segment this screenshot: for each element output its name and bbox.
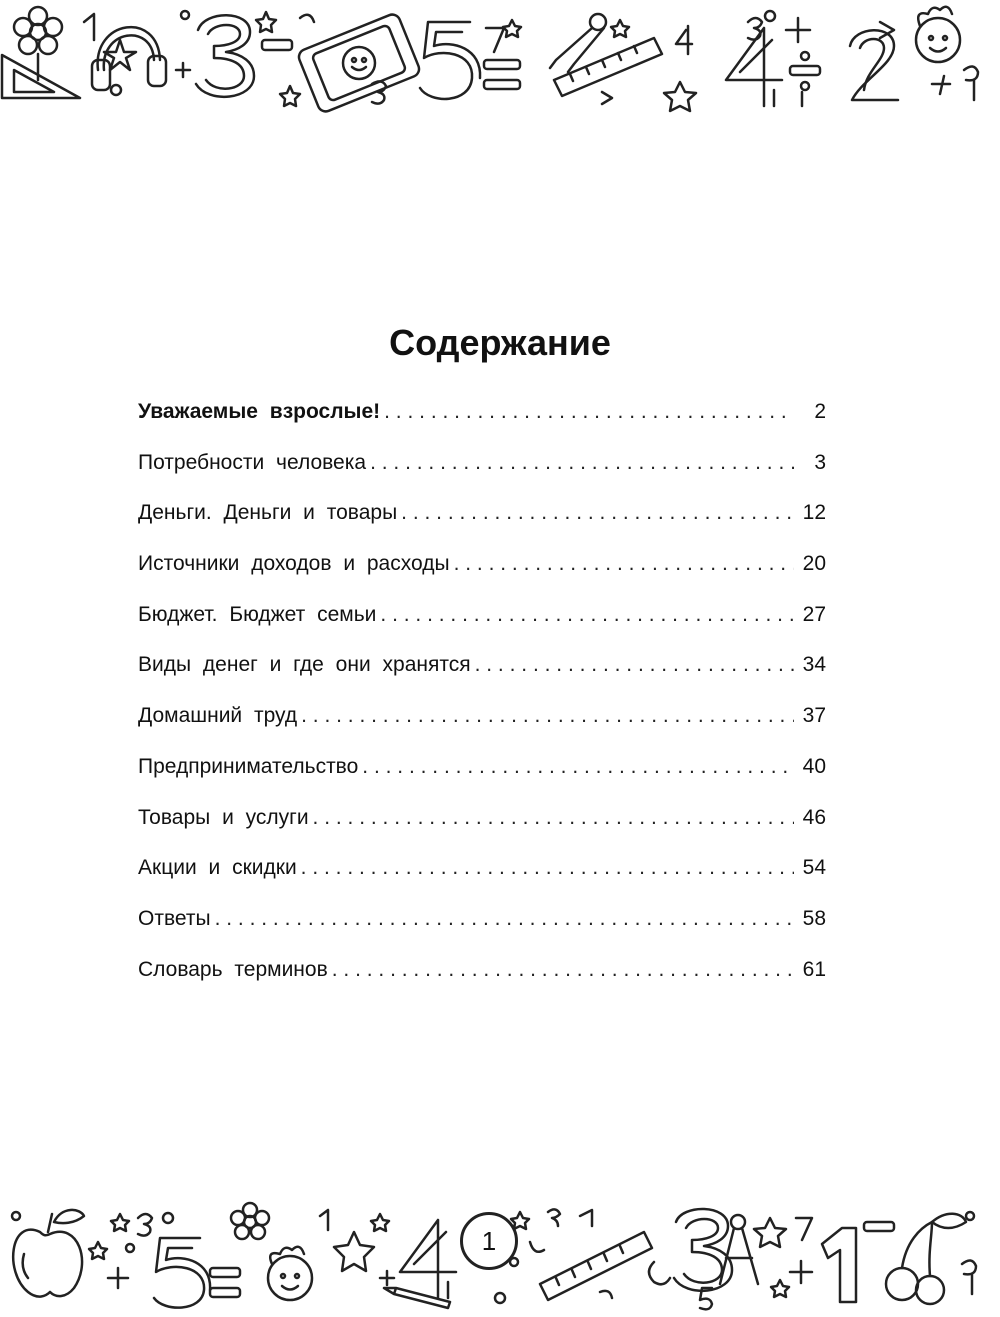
toc-entry[interactable] xyxy=(138,653,826,704)
toc-dot-leader xyxy=(332,958,794,982)
toc-dot-leader xyxy=(384,400,794,424)
toc-dot-leader xyxy=(370,451,794,475)
digit-3-icon xyxy=(196,15,254,97)
flower-icon xyxy=(231,1203,269,1239)
headphones-icon xyxy=(92,27,166,90)
compass-icon xyxy=(720,1215,758,1284)
toc-entry[interactable] xyxy=(138,603,826,654)
toc-dot-leader xyxy=(362,755,794,779)
toc-dot-leader xyxy=(301,704,794,728)
ruler-icon xyxy=(540,1232,652,1300)
toc-entry[interactable] xyxy=(138,501,826,552)
toc-dot-leader xyxy=(475,653,794,677)
toc-dot-leader xyxy=(401,501,794,525)
pencil-icon xyxy=(384,1288,450,1308)
toc-entry-title: Предпринимательство xyxy=(138,754,359,778)
toc-entry-page: 58 xyxy=(802,906,826,930)
banknote-icon xyxy=(297,12,422,114)
flower-icon xyxy=(14,7,62,80)
toc-entry-page: 54 xyxy=(802,856,826,880)
toc-entry[interactable] xyxy=(138,907,826,958)
toc-entry-page: 46 xyxy=(802,805,826,829)
toc-entry[interactable] xyxy=(138,856,826,907)
toc-dot-leader xyxy=(454,552,794,576)
toc-entry-title: Ответы xyxy=(138,906,211,930)
cherries-icon xyxy=(886,1214,966,1304)
page-number-badge: 1 xyxy=(460,1212,518,1270)
toc-entry-title: Виды денег и где они хранятся xyxy=(138,653,471,677)
toc-entry-page: 3 xyxy=(814,450,826,474)
smiley-face-icon xyxy=(916,7,960,62)
smiley-face-icon xyxy=(268,1247,312,1300)
toc-entry-title: Потребности человека xyxy=(138,450,367,474)
digit-5-icon xyxy=(420,22,480,99)
triangle-ruler-icon xyxy=(2,55,80,98)
toc-entry-title: Акции и скидки xyxy=(138,856,297,880)
toc-entry-title: Словарь терминов xyxy=(138,957,328,981)
toc-entry[interactable] xyxy=(138,400,826,451)
toc-entry-page: 20 xyxy=(802,552,826,576)
toc-entry-page: 12 xyxy=(802,501,826,525)
star-icon xyxy=(334,1232,374,1271)
toc-dot-leader xyxy=(215,907,794,931)
digit-5-icon xyxy=(154,1238,210,1308)
toc-entry-title: Уважаемые взрослые! xyxy=(138,400,381,423)
toc-entry[interactable] xyxy=(138,451,826,502)
top-decorative-border xyxy=(0,0,1000,120)
digit-1-icon xyxy=(822,1228,856,1302)
toc-dot-leader xyxy=(313,806,794,830)
toc-entry[interactable] xyxy=(138,552,826,603)
compass-icon xyxy=(550,14,606,72)
toc-entry-title: Бюджет. Бюджет семьи xyxy=(138,602,377,626)
toc-entry-title: Источники доходов и расходы xyxy=(138,552,450,576)
toc-dot-leader xyxy=(301,856,794,880)
toc-entry-title: Домашний труд xyxy=(138,704,298,728)
toc-entry-page: 40 xyxy=(802,754,826,778)
toc-entry-title: Деньги. Деньги и товары xyxy=(138,501,398,525)
toc-entry-page: 2 xyxy=(814,400,826,423)
toc-entry-page: 34 xyxy=(802,653,826,677)
toc-entry[interactable] xyxy=(138,755,826,806)
toc-entry[interactable] xyxy=(138,806,826,857)
toc-dot-leader xyxy=(380,603,794,627)
toc-entry-title: Товары и услуги xyxy=(138,805,309,829)
toc-entry-page: 27 xyxy=(802,602,826,626)
digit-4-icon xyxy=(400,1220,456,1298)
toc-entry-page: 37 xyxy=(802,704,826,728)
apple-icon xyxy=(13,1210,84,1297)
toc-entry[interactable] xyxy=(138,958,826,1009)
digit-3-icon xyxy=(674,1209,732,1291)
toc-entry[interactable] xyxy=(138,704,826,755)
toc-entry-page: 61 xyxy=(802,957,826,981)
digit-2-icon xyxy=(850,30,898,100)
digit-1-icon xyxy=(84,14,94,40)
page-title: Содержание xyxy=(389,322,611,363)
table-of-contents xyxy=(138,400,826,1008)
